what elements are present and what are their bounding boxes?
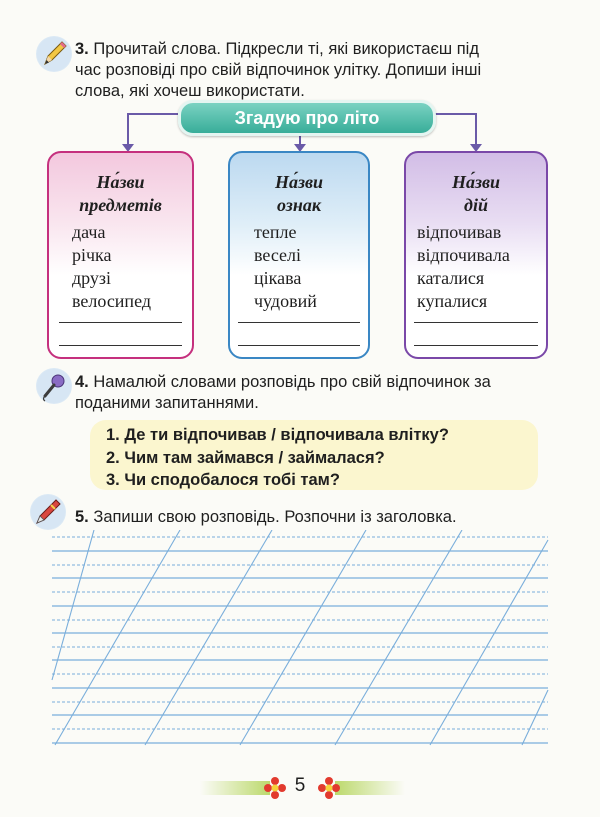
card-qualities-word: тепле — [254, 222, 297, 242]
card-actions-word: відпочивав — [417, 222, 502, 242]
card-objects-head2: предметів — [79, 195, 162, 215]
card-qualities-word: веселі — [254, 245, 302, 265]
flower-icon — [264, 777, 286, 804]
task4-text-line2: поданими запитаннями. — [75, 394, 259, 412]
flower-icon — [318, 777, 340, 804]
task5-text: Запиши свою розповідь. Розпочни із заголовка. — [93, 508, 457, 526]
microphone-icon — [36, 368, 72, 404]
question-item: 3. Чи сподобалося тобі там? — [106, 471, 340, 489]
task5-instruction — [75, 507, 575, 528]
card-qualities-head1: На́зви — [274, 172, 324, 192]
blank-line — [59, 322, 182, 323]
task4-number: 4. — [75, 373, 89, 391]
card-actions-head2: дій — [464, 195, 488, 215]
task3-text-line2: час розповіді про свій відпочинок улітку. Допиши інші — [75, 61, 482, 79]
footer-bar-right — [335, 781, 405, 795]
footer-bar-left — [200, 781, 270, 795]
task3-text-line1: Прочитай слова. Підкресли ті, які використаєш під — [93, 40, 479, 58]
card-objects-word: велосипед — [72, 291, 151, 311]
questions-box — [90, 420, 538, 490]
card-objects-word: річка — [72, 245, 112, 265]
blank-line — [238, 322, 360, 323]
task3-number: 3. — [75, 40, 89, 58]
card-objects-word: друзі — [72, 268, 112, 288]
writing-lines — [0, 530, 600, 770]
blank-line — [59, 345, 182, 346]
card-actions-word: відпочивала — [417, 245, 510, 265]
blank-line — [414, 345, 538, 346]
card-actions-head1: На́зви — [451, 172, 501, 192]
task4-text-line1: Намалюй словами розповідь про свій відпочинок за — [93, 373, 491, 391]
task4-instruction — [75, 372, 575, 414]
pencil-icon — [36, 36, 72, 72]
question-item: 1. Де ти відпочивав / відпочивала влітку? — [106, 426, 449, 444]
card-actions — [404, 151, 548, 359]
card-qualities — [228, 151, 370, 359]
page-number: 5 — [294, 775, 306, 796]
blank-line — [414, 322, 538, 323]
card-actions-word: каталися — [417, 268, 485, 288]
task3-instruction — [75, 39, 575, 102]
blank-line — [238, 345, 360, 346]
card-objects-word: дача — [72, 222, 106, 242]
task5-number: 5. — [75, 508, 89, 526]
task3-text-line3: слова, які хочеш використати. — [75, 82, 305, 100]
card-qualities-word: цікава — [254, 268, 302, 288]
card-qualities-word: чудовий — [254, 291, 317, 311]
card-qualities-head2: ознак — [277, 195, 321, 215]
card-objects-head1: На́зви — [96, 172, 145, 192]
card-objects — [47, 151, 194, 359]
pen-icon — [30, 494, 66, 530]
question-item: 2. Чим там займався / займалася? — [106, 448, 385, 467]
card-actions-word: купалися — [417, 291, 488, 311]
banner-title: Згадую про літо — [178, 100, 436, 136]
